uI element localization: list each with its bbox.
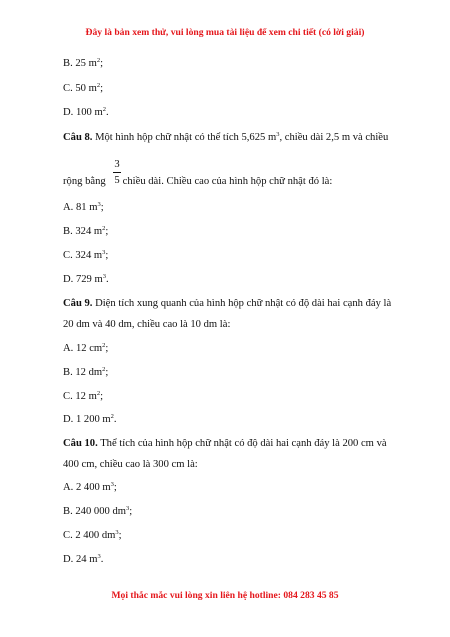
q8-option-d: D. 729 $m^3$.: [63, 273, 109, 285]
q10-stem-line2: 400 cm, chiều cao là 300 cm là:: [63, 459, 198, 470]
q10-option-b: B. 240 000 $dm^3$;: [63, 505, 133, 517]
q8-option-b: B. 324 $m^2$;: [63, 225, 109, 237]
q10-option-d: D. 24 $m^3$.: [63, 553, 104, 565]
q8-fraction-denominator: 5: [114, 175, 120, 186]
q8-option-c: C. 324 $m^3$;: [63, 249, 109, 261]
q10-option-c: C. 2 400 $dm^3$;: [63, 529, 122, 541]
q7-option-b: B. 25 $m^2$;: [63, 57, 104, 69]
q9-option-a: A. 12 $cm^2$;: [63, 342, 109, 354]
hotline-footer-banner: Mọi thắc mắc vui lòng xin liên hệ hotline: 084 283 45 85: [111, 590, 339, 601]
q9-option-c: C. 12 $m^2$;: [63, 390, 104, 402]
q8-fraction-numerator: 3: [114, 159, 120, 170]
q9-option-b: B. 12 $dm^2$;: [63, 366, 109, 378]
q8-option-a: A. 81 $m^3$;: [63, 201, 104, 213]
q8-stem-line1: Câu 8. Một hình hộp chữ nhật có thể tích 5,625 $m^3$, chiều dài 2,5 m và chiều: [63, 131, 389, 143]
q9-option-d: D. 1 200 $m^2$.: [63, 413, 117, 425]
fraction-bar: [113, 172, 121, 173]
q7-option-c: C. 50 $m^2$;: [63, 82, 104, 94]
q10-stem-line1: Câu 10. Thể tích của hình hộp chữ nhật có độ dài hai cạnh đáy là 200 cm và: [63, 438, 387, 449]
preview-notice-banner: Đây là bản xem thử, vui lòng mua tài liệu để xem chi tiết (có lời giải): [85, 27, 365, 38]
q10-option-a: A. 2 400 $m^3$;: [63, 481, 117, 493]
q8-stem-line2: rộng bằng chiều dài. Chiều cao của hình hộp chữ nhật đó là:: [63, 176, 333, 187]
q8-label: Câu 8.: [63, 132, 93, 143]
q9-stem-line2: 20 dm và 40 dm, chiều cao là 10 dm là:: [63, 319, 231, 330]
q7-option-d: D. 100 $m^2$.: [63, 106, 109, 118]
q10-label: Câu 10.: [63, 438, 98, 449]
q9-label: Câu 9.: [63, 298, 93, 309]
q9-stem-line1: Câu 9. Diện tích xung quanh của hình hộp chữ nhật có độ dài hai cạnh đáy là: [63, 298, 392, 309]
